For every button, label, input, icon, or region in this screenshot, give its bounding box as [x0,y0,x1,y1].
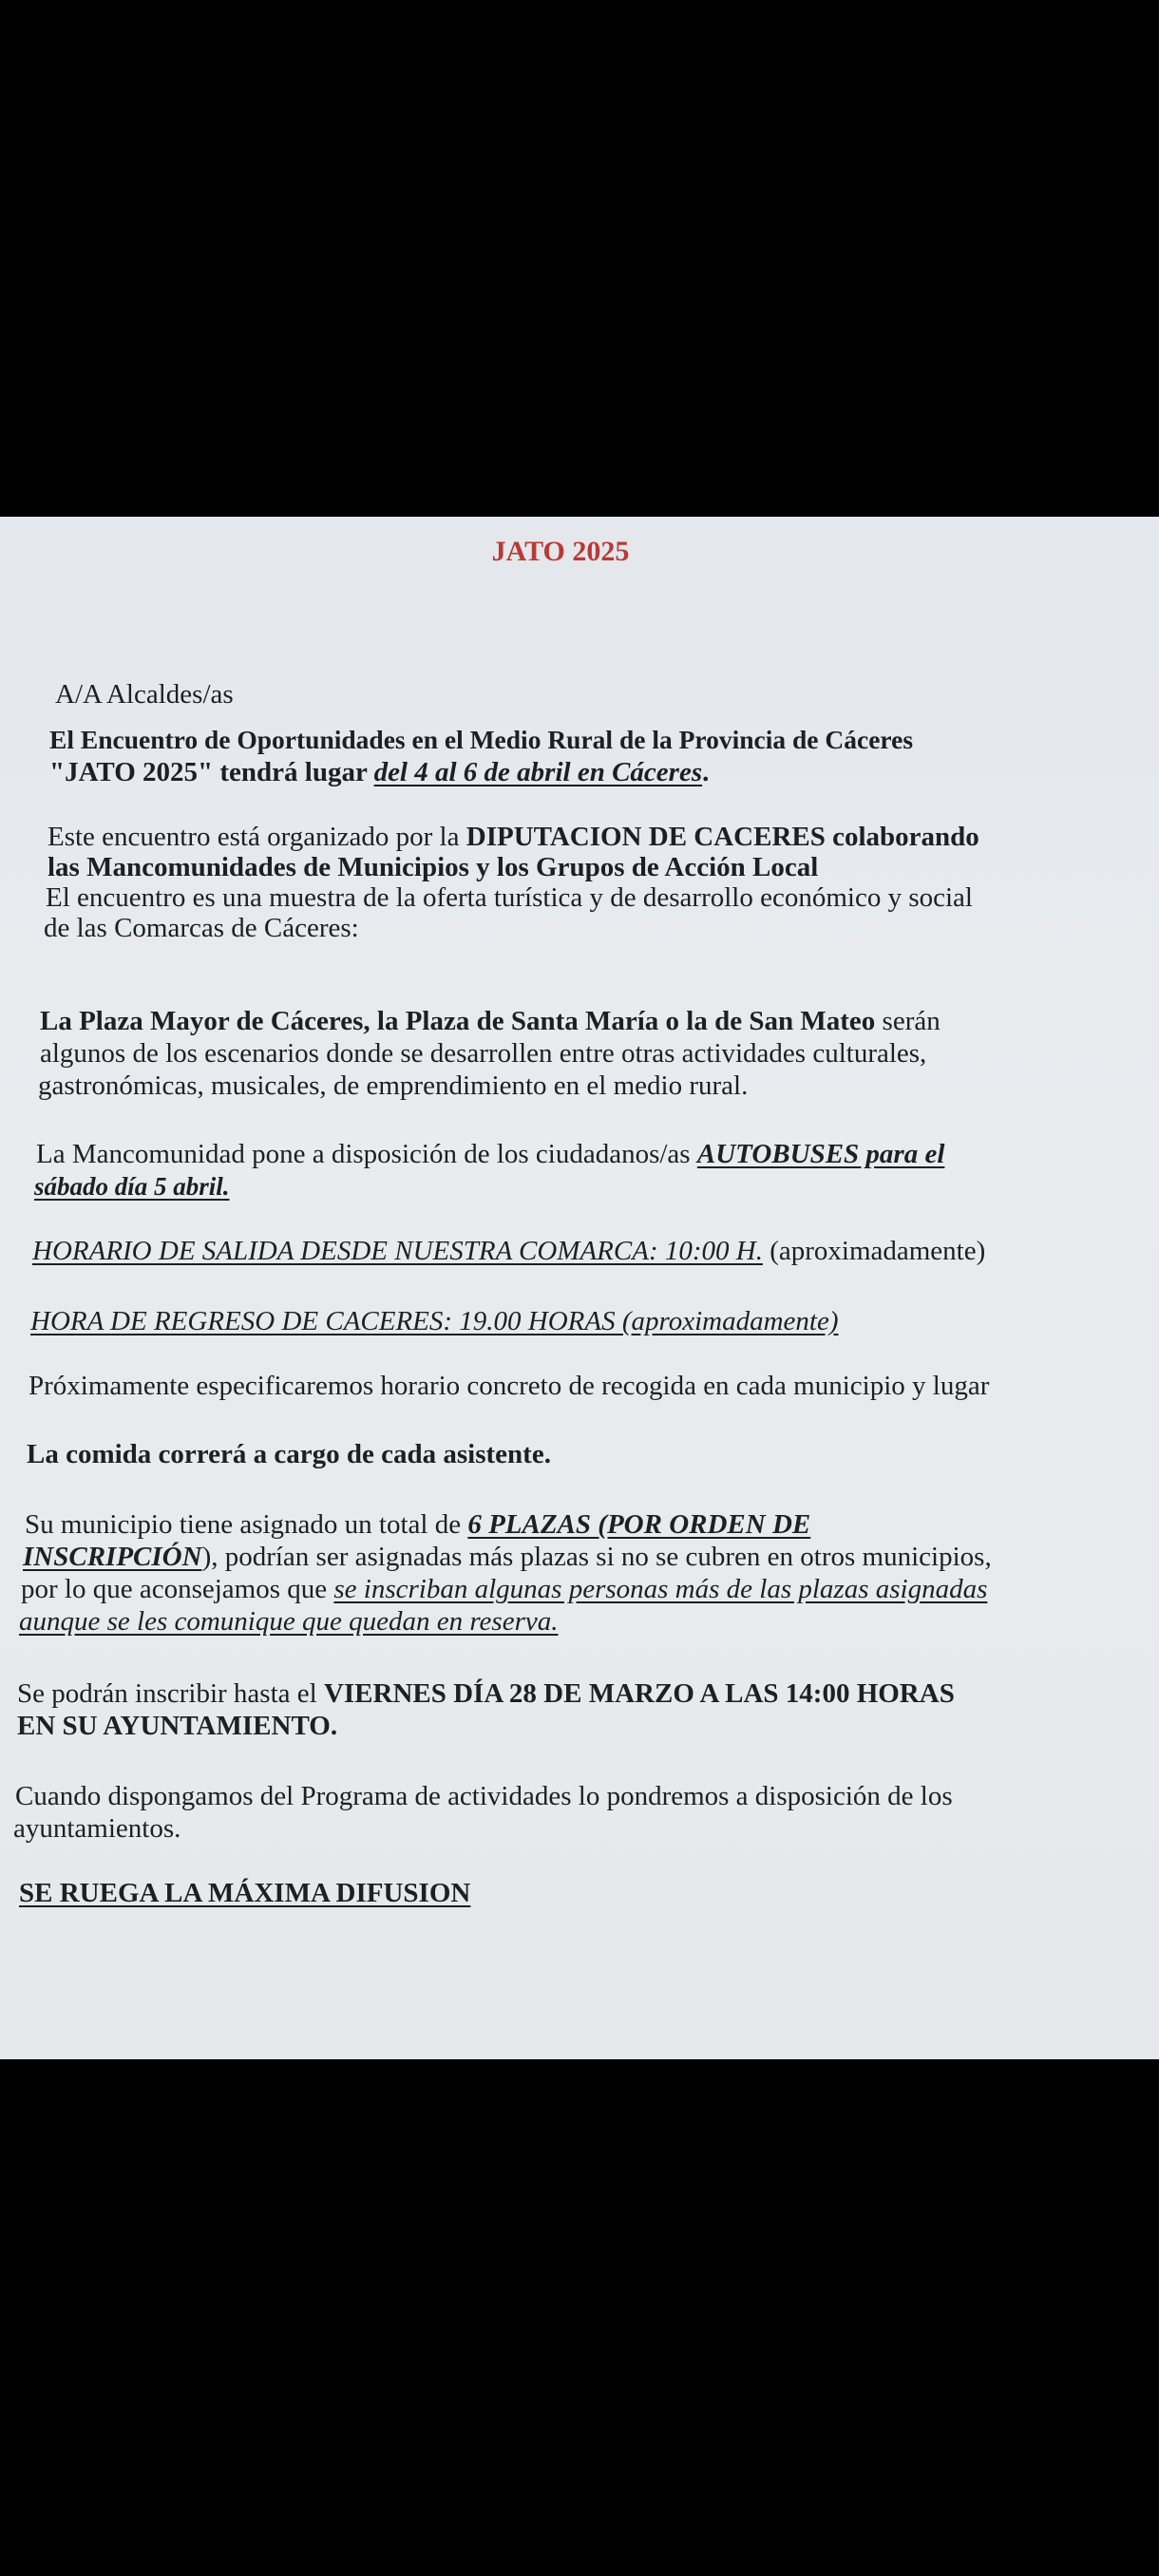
venues-line-1 [40,1005,940,1037]
departure-approx: (aproximadamente) [762,1236,986,1266]
venues-verb: serán [875,1006,940,1036]
places-highlight: 6 PLAZAS (POR ORDEN DE [467,1509,811,1540]
places-text: Su municipio tiene asignado un total de [25,1509,468,1540]
places-line-3 [21,1573,987,1605]
places-line-4: aunque se les comunique que quedan en reserva. [19,1606,559,1637]
organizer-text: Este encuentro está organizado por la [48,822,466,852]
departure-time [32,1235,985,1267]
venues-line-3: gastronómicas, musicales, de emprendimiento en el medio rural. [38,1070,749,1101]
places-advice-highlight: se inscriban algunas personas más de las plazas asignadas [333,1574,988,1604]
buses-line-1 [36,1138,944,1170]
organizer-line-3: El encuentro es una muestra de la oferta turística y de desarrollo económico y social [46,882,973,913]
deadline-line-1 [17,1677,955,1710]
program-line-1: Cuando dispongamos del Programa de actividades lo pondremos a disposición de los [15,1781,953,1811]
intro-event-name: "JATO 2025" tendrá lugar [49,757,374,787]
intro-line-2 [49,756,709,788]
closing-request: SE RUEGA LA MÁXIMA DIFUSION [19,1878,471,1908]
buses-text: La Mancomunidad pone a disposición de los ciudadanos/as [36,1139,697,1169]
departure-time-value: HORARIO DE SALIDA DESDE NUESTRA COMARCA: 10:00 H. [32,1236,763,1266]
venues-line-2: algunos de los escenarios donde se desarrollen entre otras actividades culturales, [40,1038,927,1069]
places-extra: ), podrían ser asignadas más plazas si no se cubren en otros municipios, [201,1542,992,1572]
return-time: HORA DE REGRESO DE CACERES: 19.00 HORAS (aproximadamente) [30,1306,839,1336]
intro-line-1: El Encuentro de Oportunidades en el Medio Rural de la Provincia de Cáceres [49,725,914,754]
organizer-line-2: las Mancomunidades de Municipios y los Grupos de Acción Local [48,852,819,882]
deadline-date: VIERNES DÍA 28 DE MARZO A LAS 14:00 HORAS [323,1678,955,1709]
organizer-line-4: de las Comarcas de Cáceres: [44,913,359,943]
places-line-1 [25,1508,810,1541]
buses-line-2: sábado día 5 abril. [34,1172,230,1201]
places-line-2 [23,1541,992,1573]
document-title: JATO 2025 [491,536,630,567]
places-inscription: INSCRIPCIÓN [23,1542,202,1572]
meal-note: La comida correrá a cargo de cada asistente. [27,1439,551,1469]
pickup-note: Próximamente especificaremos horario concreto de recogida en cada municipio y lugar [28,1371,990,1401]
buses-highlight: AUTOBUSES para el [696,1139,945,1169]
deadline-text: Se podrán inscribir hasta el [17,1678,324,1709]
places-advice: por lo que aconsejamos que [21,1574,334,1604]
venues-names: La Plaza Mayor de Cáceres, la Plaza de Santa María o la de San Mateo [40,1006,876,1036]
organizer-name: DIPUTACION DE CACERES colaborando [466,822,979,852]
intro-dates: del 4 al 6 de abril en Cáceres [373,757,703,787]
intro-period: . [702,757,710,787]
organizer-line-1 [48,821,979,853]
deadline-line-2: EN SU AYUNTAMIENTO. [17,1711,338,1741]
program-line-2: ayuntamientos. [13,1813,181,1844]
document-page [0,517,1159,2059]
greeting: A/A Alcaldes/as [55,679,234,710]
